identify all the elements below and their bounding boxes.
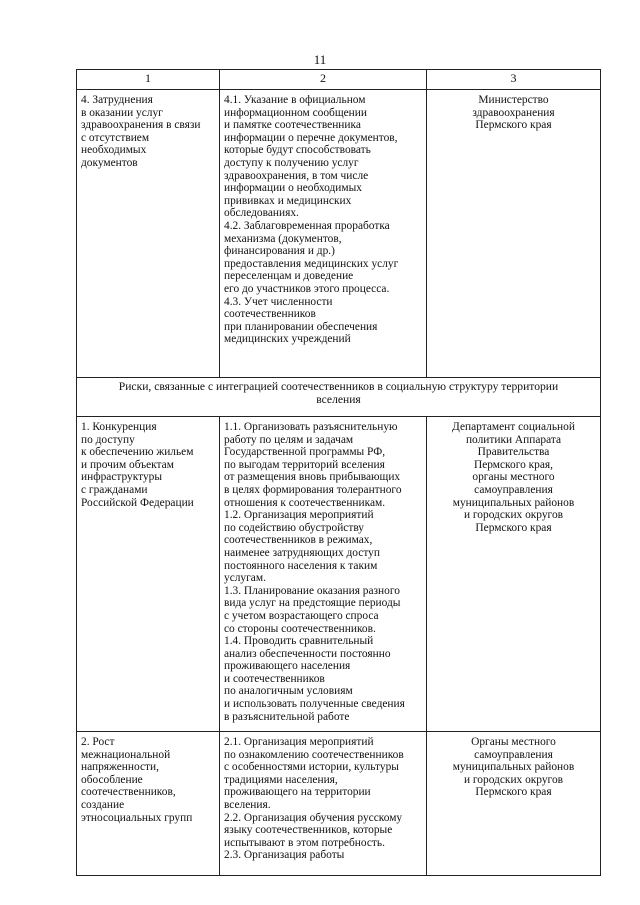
measure-line: 2.2. Организация обучения русскому: [224, 811, 403, 824]
column-header-1: 1: [77, 70, 220, 90]
measure-line: по ознакомлению соотечественников: [224, 748, 404, 761]
responsible-line: Пермского края: [475, 786, 552, 799]
measure-line: со стороны соотечественников.: [224, 622, 376, 635]
measure-line: доступу к получению услуг: [224, 156, 359, 169]
measure-line: в целях формирования толерантного: [224, 483, 402, 496]
risk-line: 1. Конкуренция: [81, 421, 157, 433]
risk-line: по доступу: [81, 433, 135, 446]
risk-line: 4. Затруднения: [81, 94, 153, 106]
measure-line: вселения.: [224, 798, 271, 811]
responsible-line: Органы местного: [471, 736, 556, 748]
measure-line: проживающего населения: [224, 660, 351, 673]
responsible-line: муниципальных районов: [452, 761, 575, 774]
responsible-line: Пермского края,: [473, 458, 554, 471]
measure-line: услугам.: [224, 572, 266, 585]
risk-line: межнациональной: [81, 748, 171, 761]
responsible-line: Пермского края: [475, 119, 552, 132]
section-title-line: Риски, связанные с интеграцией соотечественников в социальную структуру территории: [118, 380, 559, 393]
risk-line: создание: [81, 798, 125, 811]
risk-line: Российской Федерации: [81, 496, 194, 509]
column-header-2: 2: [220, 70, 427, 90]
measure-line: соотечественников: [224, 308, 316, 321]
measure-line: с учетом возрастающего спроса: [224, 609, 379, 622]
responsible-line: Правительства: [477, 446, 550, 459]
measure-line: наименее затрудняющих доступ: [224, 546, 380, 559]
table-row: [77, 417, 601, 732]
table-row: [77, 90, 601, 378]
responsible-cell: [427, 90, 601, 378]
measure-line: по выгодам территорий вселения: [224, 458, 385, 471]
risk-line: с отсутствием: [81, 131, 150, 144]
measure-line: медицинских учреждений: [224, 333, 351, 346]
measure-line: с особенностями истории, культуры: [224, 761, 399, 774]
measure-line: от размещения вновь прибывающих: [224, 471, 401, 484]
responsible-line: Министерство: [478, 94, 549, 106]
measure-line: его до участников этого процесса.: [224, 282, 390, 295]
responsible-line: здравоохранения: [472, 106, 555, 119]
measure-line: прививках и медицинских: [224, 194, 352, 207]
measure-line: 4.3. Учет численности: [224, 295, 333, 308]
risk-cell: [77, 417, 220, 732]
measure-line: обследованиях.: [224, 207, 299, 220]
column-header-3: 3: [427, 70, 601, 90]
measure-line: здравоохранения, в том числе: [224, 169, 369, 182]
measure-line: 2.3. Организация работы: [224, 849, 345, 862]
measure-line: испытывают в этом потребность.: [224, 836, 385, 849]
table-row: [77, 732, 601, 876]
measure-line: 4.2. Заблаговременная проработка: [224, 219, 390, 232]
measure-line: 1.4. Проводить сравнительный: [224, 635, 374, 648]
measure-line: 4.1. Указание в официальном: [224, 94, 366, 106]
risk-line: соотечественников,: [81, 786, 176, 799]
measure-line: в разъяснительной работе: [224, 710, 350, 723]
measure-line: которые будут способствовать: [224, 144, 371, 157]
risk-cell: [77, 90, 220, 378]
measure-line: 1.3. Планирование оказания разного: [224, 584, 400, 597]
section-row: [77, 378, 601, 417]
risk-line: с гражданами: [81, 483, 148, 496]
measure-line: традициями населения,: [224, 773, 338, 786]
measures-cell: [220, 417, 427, 732]
measure-line: информации о перечне документов,: [224, 131, 398, 144]
responsible-line: самоуправления: [474, 748, 553, 761]
responsible-cell: [427, 732, 601, 876]
measure-line: соотечественников в режимах,: [224, 534, 373, 547]
risk-line: обособление: [81, 773, 143, 786]
measure-line: Государственной программы РФ,: [224, 446, 386, 459]
responsible-line: и городских округов: [463, 509, 564, 522]
responsible-line: политики Аппарата: [465, 433, 562, 446]
measure-line: вида услуг на предстоящие периоды: [224, 597, 401, 610]
risk-line: этносоциальных групп: [81, 811, 193, 824]
risk-line: в оказании услуг: [81, 106, 163, 119]
measure-line: переселенцам и доведение: [224, 270, 354, 283]
risk-line: 2. Рост: [81, 736, 115, 748]
measure-line: постоянного населения к таким: [224, 559, 378, 572]
section-title-line: вселения: [316, 393, 361, 406]
responsible-line: самоуправления: [474, 483, 553, 496]
measure-line: проживающего на территории: [224, 786, 371, 799]
table-header-row: [77, 70, 601, 90]
measures-cell: [220, 732, 427, 876]
risk-line: и прочим объектам: [81, 458, 174, 471]
measure-line: 1.1. Организовать разъяснительную: [224, 421, 398, 433]
responsible-line: органы местного: [472, 471, 555, 484]
risk-line: напряженности,: [81, 761, 159, 774]
risk-line: документов: [81, 156, 138, 169]
responsible-line: муниципальных районов: [452, 496, 575, 509]
risk-line: к обеспечению жильем: [81, 446, 194, 459]
measure-line: предоставления медицинских услуг: [224, 257, 399, 270]
measure-line: и использовать полученные сведения: [224, 698, 405, 711]
responsible-line: Департамент социальной: [452, 421, 575, 433]
measure-line: работу по целям и задачам: [224, 433, 354, 446]
measure-line: языку соотечественников, которые: [224, 824, 393, 837]
measure-line: отношения к соотечественникам.: [224, 496, 386, 509]
measure-line: 1.2. Организация мероприятий: [224, 509, 374, 522]
top-rows: [77, 90, 601, 378]
measure-line: 2.1. Организация мероприятий: [224, 736, 374, 748]
bottom-rows: [77, 417, 601, 876]
measure-line: информационном сообщении: [224, 106, 367, 119]
risks-table: [76, 69, 601, 876]
risk-line: инфраструктуры: [81, 471, 162, 484]
measure-line: механизма (документов,: [224, 232, 342, 245]
measure-line: по содействию обустройству: [224, 521, 365, 534]
measure-line: анализ обеспеченности постоянно: [224, 647, 391, 660]
measure-line: по аналогичным условиям: [224, 685, 353, 698]
risk-line: необходимых: [81, 144, 147, 157]
measure-line: и соотечественников: [224, 672, 325, 685]
measure-line: информации о необходимых: [224, 182, 362, 195]
measure-line: при планировании обеспечения: [224, 320, 378, 333]
section-title: [77, 378, 601, 417]
risk-line: здравоохранения в связи: [81, 119, 201, 132]
measure-line: и памятке соотечественника: [224, 119, 361, 132]
page-number: 11: [313, 52, 327, 67]
responsible-line: и городских округов: [463, 773, 564, 786]
risk-cell: [77, 732, 220, 876]
measures-cell: [220, 90, 427, 378]
measure-line: финансирования и др.): [224, 245, 335, 258]
responsible-line: Пермского края: [475, 521, 552, 534]
responsible-cell: [427, 417, 601, 732]
